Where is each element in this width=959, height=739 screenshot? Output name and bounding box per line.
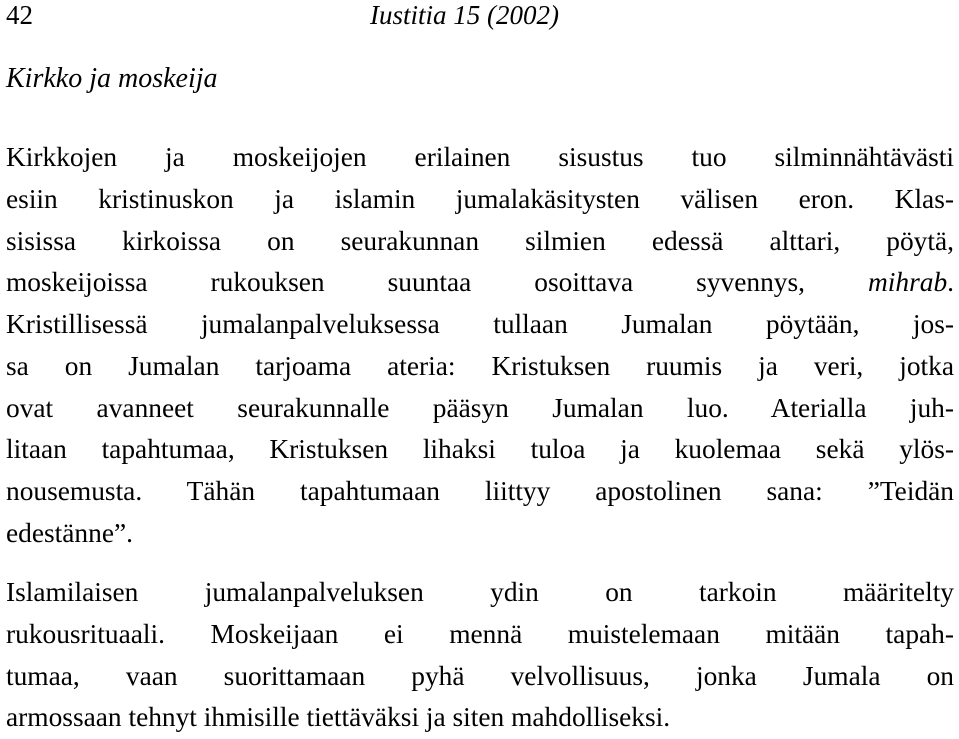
- text-run: .: [947, 267, 954, 298]
- running-header: Iustitia 15 (2002): [370, 0, 559, 30]
- text-line: esiin kristinuskon ja islamin jumalakäsitysten välisen eron. Klas-: [6, 183, 954, 214]
- text-line: Kirkkojen ja moskeijojen erilainen sisustus tuo silminnähtävästi: [6, 142, 954, 172]
- text-line: sisissa kirkoissa on seurakunnan silmien edessä alttari, pöytä,: [6, 225, 954, 256]
- text-line: ovat avanneet seurakunnalle pääsyn Jumalan luo. Aterialla juh-: [6, 392, 954, 423]
- text-line: nousemusta. Tähän tapahtumaan liittyy apostolinen sana: ”Teidän: [6, 476, 954, 506]
- text-line: litaan tapahtumaa, Kristuksen lihaksi tuloa ja kuolemaa sekä ylös-: [6, 434, 954, 465]
- page-number: 42: [6, 0, 33, 30]
- text-line: [6, 262, 954, 304]
- text-line: tumaa, vaan suorittamaan pyhä velvollisuus, jonka Jumala on: [6, 660, 954, 691]
- text-line: Islamilaisen jumalanpalveluksen ydin on tarkoin määritelty: [6, 577, 954, 607]
- paragraph-2: [6, 572, 954, 739]
- italic-term: mihrab: [868, 267, 948, 298]
- section-heading: Kirkko ja moskeija: [6, 63, 218, 94]
- text-line: rukousrituaali. Moskeijaan ei mennä muistelemaan mitään tapah-: [6, 618, 954, 649]
- paragraph-1: [6, 137, 954, 555]
- text-line: sa on Jumalan tarjoama ateria: Kristuksen ruumis ja veri, jotka: [6, 350, 954, 381]
- text-line: armossaan tehnyt ihmisille tiettäväksi ja siten mahdolliseksi.: [6, 702, 671, 733]
- text-line: edestänne”.: [6, 517, 133, 548]
- text-run: moskeijoissa rukouksen suuntaa osoittava syvennys,: [6, 267, 868, 298]
- text-line: Kristillisessä jumalanpalveluksessa tullaan Jumalan pöytään, jos-: [6, 309, 954, 339]
